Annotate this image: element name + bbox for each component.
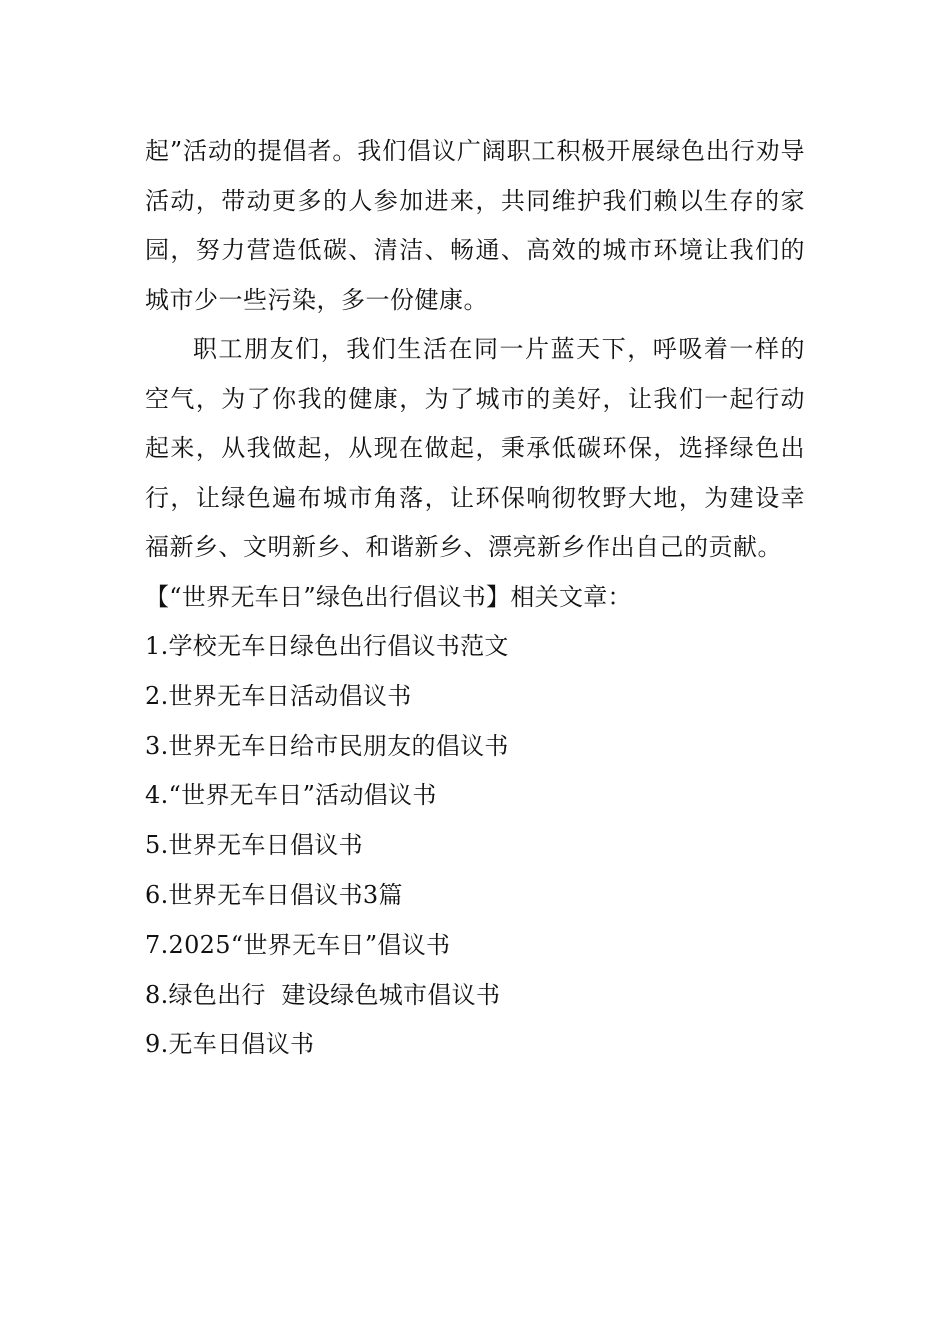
related-article-link[interactable]	[145, 722, 805, 772]
related-article-link[interactable]	[145, 672, 805, 722]
related-article-link[interactable]	[145, 921, 805, 971]
list-item-number: 9.	[145, 1030, 169, 1059]
list-item-number: 2.	[145, 681, 169, 710]
list-item-title: 世界无车日给市民朋友的倡议书	[168, 731, 509, 760]
list-item-title: 世界无车日倡议书	[168, 831, 363, 860]
list-item-title: 无车日倡议书	[168, 1030, 315, 1059]
list-item-title: 世界无车日活动倡议书	[168, 681, 412, 710]
list-item-title: 绿色出行 建设绿色城市倡议书	[168, 980, 501, 1009]
paragraph-continuation: 起”活动的提倡者。我们倡议广阔职工积极开展绿色出行劝导活动，带动更多的人参加进来，共同维护我们赖以生存的家园，努力营造低碳、清洁、畅通、高效的城市环境让我们的城市少一些污染，多一份健康。	[145, 137, 805, 314]
paragraph-appeal: 职工朋友们，我们生活在同一片蓝天下，呼吸着一样的空气，为了你我的健康，为了城市的美好，让我们一起行动起来，从我做起，从现在做起，秉承低碳环保，选择绿色出行，让绿色遍布城市角落，让环保响彻牧野大地，为建设幸福新乡、文明新乡、和谐新乡、漂亮新乡作出自己的贡献。	[145, 335, 805, 561]
related-article-link[interactable]	[145, 971, 805, 1021]
list-item-number: 4.	[145, 781, 169, 810]
related-article-link[interactable]	[145, 1020, 805, 1070]
related-article-link[interactable]	[145, 622, 805, 672]
related-articles-heading: 【“世界无车日”绿色出行倡议书】相关文章：	[145, 582, 632, 611]
list-item-number: 5.	[145, 831, 169, 860]
related-article-link[interactable]	[145, 871, 805, 921]
related-article-link[interactable]	[145, 771, 805, 821]
list-item-number: 6.	[145, 880, 169, 909]
list-item-title: “世界无车日”活动倡议书	[168, 781, 437, 810]
document-body	[145, 127, 805, 1070]
list-item-number: 8.	[145, 980, 169, 1009]
related-article-link[interactable]	[145, 821, 805, 871]
list-item-title: 学校无车日绿色出行倡议书范文	[168, 632, 509, 660]
list-item-title: 世界无车日倡议书3篇	[168, 880, 403, 909]
list-item-number: 7.	[145, 930, 169, 959]
related-articles-list	[145, 622, 805, 1070]
list-item-title: 2025“世界无车日”倡议书	[168, 930, 451, 959]
list-item-number: 3.	[145, 731, 169, 760]
list-item-number: 1.	[145, 632, 169, 660]
